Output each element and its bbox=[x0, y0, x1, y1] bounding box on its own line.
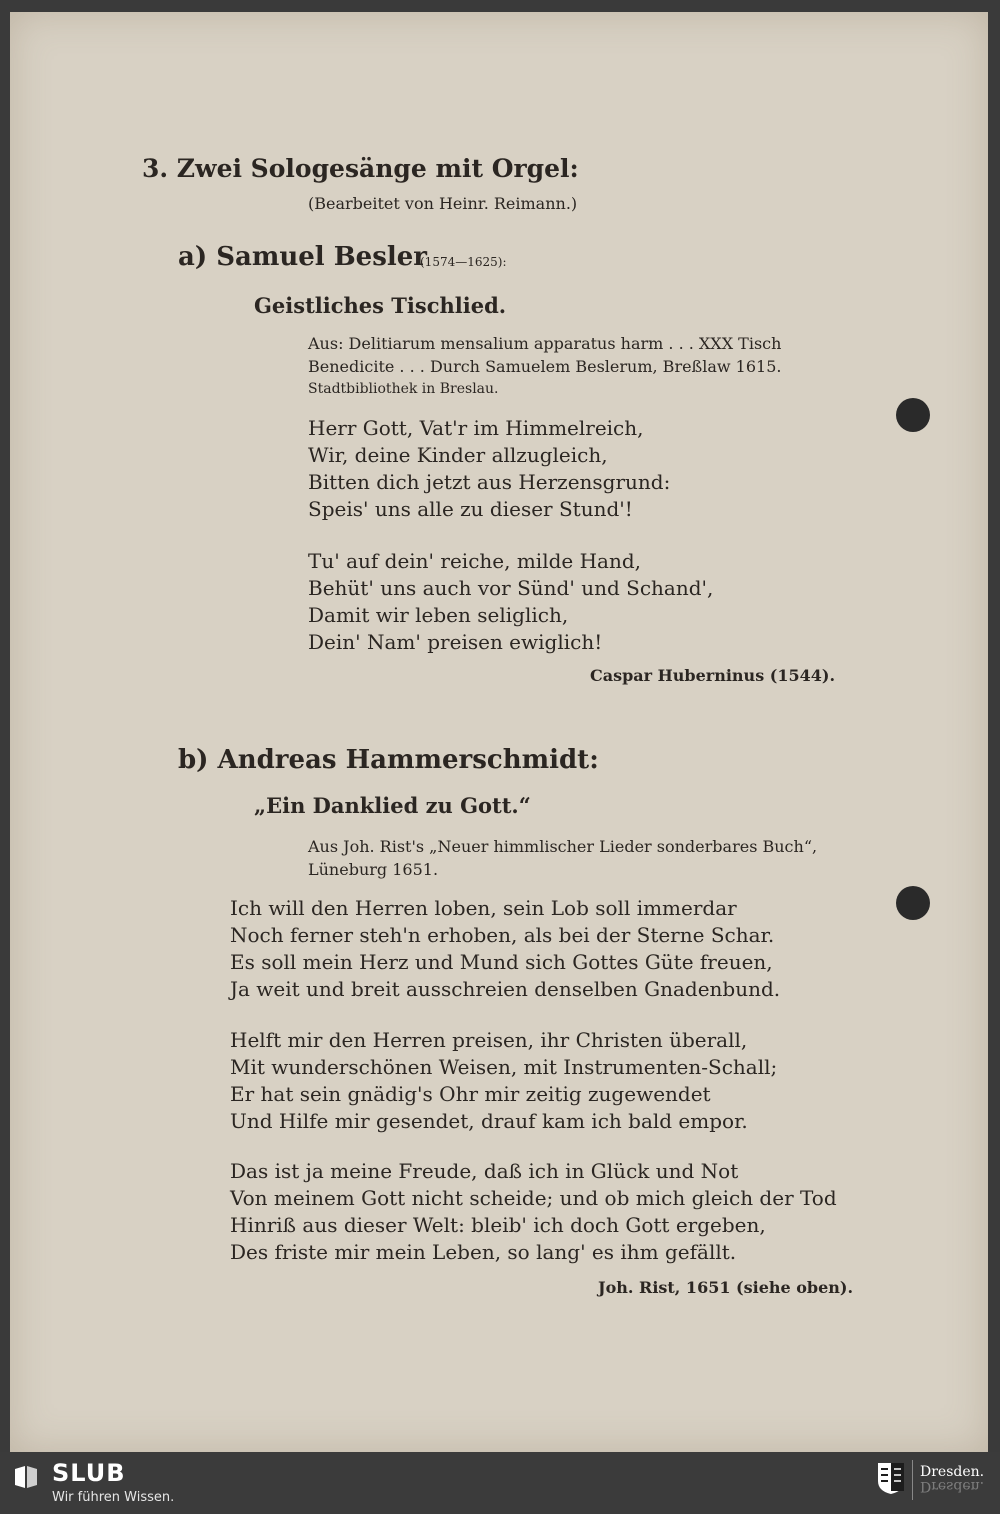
poem-line: Ja weit und breit ausschreien denselben Gnadenbund. bbox=[230, 977, 781, 1001]
slub-book-icon bbox=[12, 1463, 40, 1491]
poem-line: Mit wunderschönen Weisen, mit Instrumenten-Schall; bbox=[230, 1055, 778, 1079]
poem-line: Noch ferner steh'n erhoben, als bei der Sterne Schar. bbox=[230, 923, 775, 947]
part-a-source-line: Aus: Delitiarum mensalium apparatus harm . . . XXX Tisch bbox=[308, 334, 782, 353]
poem-line: Damit wir leben seliglich, bbox=[308, 603, 569, 627]
brand-tagline: Wir führen Wissen. bbox=[52, 1490, 175, 1505]
poem-line: Bitten dich jetzt aus Herzensgrund: bbox=[308, 470, 671, 494]
poem-line: Helft mir den Herren preisen, ihr Christen überall, bbox=[230, 1028, 748, 1052]
poem-line: Behüt' uns auch vor Sünd' und Schand', bbox=[308, 576, 714, 600]
poem-line: Er hat sein gnädig's Ohr mir zeitig zugewendet bbox=[230, 1082, 711, 1106]
punch-hole bbox=[896, 398, 930, 432]
poem-line: Speis' uns alle zu dieser Stund'! bbox=[308, 497, 633, 521]
part-a-composer: a) Samuel Besler bbox=[178, 242, 427, 272]
poem-line: Dein' Nam' preisen ewiglich! bbox=[308, 630, 603, 654]
arranger-note: (Bearbeitet von Heinr. Reimann.) bbox=[308, 194, 578, 213]
part-b-composer: b) Andreas Hammerschmidt: bbox=[178, 745, 599, 775]
part-b-source-line: Aus Joh. Rist's „Neuer himmlischer Lieder sonderbares Buch“, bbox=[308, 837, 818, 856]
dresden-crest-icon bbox=[876, 1461, 906, 1495]
poem-line: Das ist ja meine Freude, daß ich in Glück und Not bbox=[230, 1159, 739, 1183]
brand-name[interactable]: SLUB bbox=[52, 1459, 126, 1487]
part-b-author: Joh. Rist, 1651 (siehe oben). bbox=[598, 1278, 854, 1297]
part-a-source-line: Stadtbibliothek in Breslau. bbox=[308, 381, 499, 397]
part-a-author: Caspar Huberninus (1544). bbox=[590, 666, 836, 685]
part-a-dates: (1574—1625): bbox=[420, 255, 507, 269]
poem-line: Es soll mein Herz und Mund sich Gottes Güte freuen, bbox=[230, 950, 773, 974]
part-a-title: Geistliches Tischlied. bbox=[254, 293, 507, 318]
document-page bbox=[10, 12, 988, 1452]
part-a-source-line: Benedicite . . . Durch Samuelem Beslerum, Breßlaw 1615. bbox=[308, 357, 782, 376]
part-b-source-line: Lüneburg 1651. bbox=[308, 860, 439, 879]
poem-line: Wir, deine Kinder allzugleich, bbox=[308, 443, 608, 467]
footer-bar bbox=[0, 1452, 1000, 1514]
poem-line: Herr Gott, Vat'r im Himmelreich, bbox=[308, 416, 644, 440]
punch-hole bbox=[896, 886, 930, 920]
poem-line: Und Hilfe mir gesendet, drauf kam ich bald empor. bbox=[230, 1109, 748, 1133]
poem-line: Tu' auf dein' reiche, milde Hand, bbox=[308, 549, 641, 573]
dresden-wordmark[interactable]: Dresden. bbox=[920, 1464, 985, 1480]
poem-line: Des friste mir mein Leben, so lang' es ihm gefällt. bbox=[230, 1240, 737, 1264]
section-heading: 3. Zwei Sologesänge mit Orgel: bbox=[142, 154, 579, 183]
part-b-title: „Ein Danklied zu Gott.“ bbox=[254, 793, 531, 818]
poem-line: Ich will den Herren loben, sein Lob soll immerdar bbox=[230, 896, 737, 920]
dresden-wordmark-reflection: Dresden. bbox=[920, 1478, 985, 1494]
poem-line: Von meinem Gott nicht scheide; und ob mich gleich der Tod bbox=[230, 1186, 837, 1210]
poem-line: Hinriß aus dieser Welt: bleib' ich doch Gott ergeben, bbox=[230, 1213, 766, 1237]
footer-divider bbox=[912, 1460, 913, 1500]
